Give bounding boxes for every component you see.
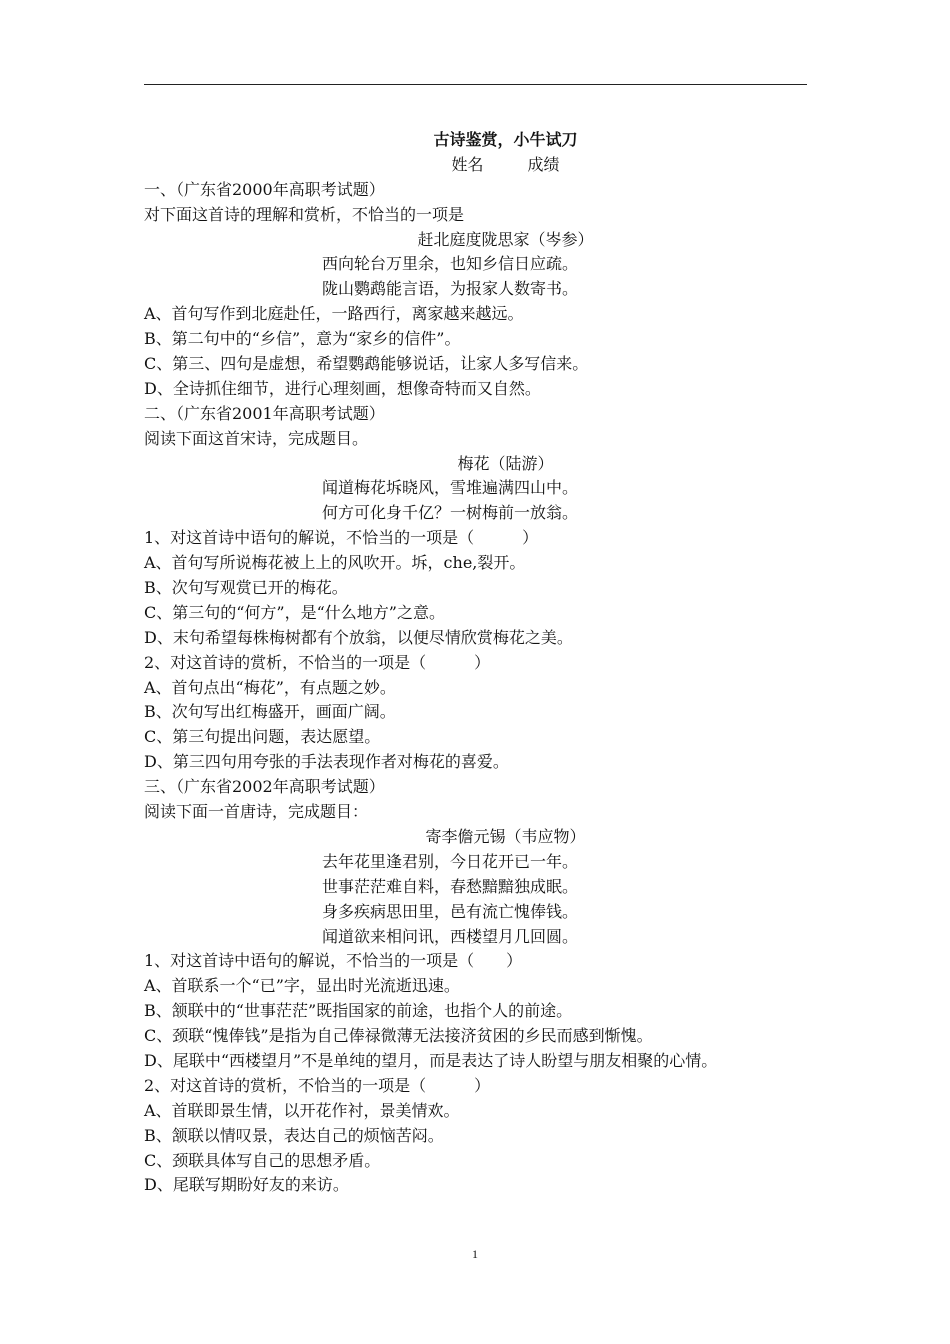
poem-line: 闻道欲来相问讯，西楼望月几回圆。 <box>322 926 579 946</box>
answer-option: C、第三句的“何方”，是“什么地方”之意。 <box>144 602 445 622</box>
answer-option: D、末句希望每株梅树都有个放翁，以便尽情欣赏梅花之美。 <box>144 627 573 647</box>
answer-option: A、首联即景生情，以开花作衬，景美情欢。 <box>144 1100 460 1120</box>
answer-option: A、首句写作到北庭赴任，一路西行，离家越来越远。 <box>144 304 524 324</box>
poem-title: 寄李儋元锡（韦应物） <box>425 826 586 846</box>
answer-option: B、颔联以情叹景，表达自己的烦恼苦闷。 <box>144 1125 444 1145</box>
name-label: 姓名 <box>451 154 484 174</box>
instruction-text: 对下面这首诗的理解和赏析，不恰当的一项是 <box>144 204 465 224</box>
poem-line: 何方可化身千亿？一树梅前一放翁。 <box>322 503 579 523</box>
section-heading: 二、（广东省2001年高职考试题） <box>144 403 385 423</box>
poem-line: 去年花里逢君别，今日花开已一年。 <box>322 851 579 871</box>
answer-option: D、尾联中“西楼望月”不是单纯的望月，而是表达了诗人盼望与朋友相聚的心情。 <box>144 1050 718 1070</box>
instruction-text: 阅读下面一首唐诗，完成题目： <box>144 802 369 822</box>
question-text: 1、对这首诗中语句的解说，不恰当的一项是（ ） <box>144 528 539 548</box>
page-number: 1 <box>472 1247 478 1261</box>
instruction-text: 阅读下面这首宋诗，完成题目。 <box>144 428 369 448</box>
answer-option: A、首句点出“梅花”，有点题之妙。 <box>144 677 396 697</box>
answer-option: B、第二句中的“乡信”，意为“家乡的信件”。 <box>144 329 461 349</box>
header-rule <box>144 84 807 85</box>
score-label: 成绩 <box>527 154 560 174</box>
answer-option: D、尾联写期盼好友的来访。 <box>144 1175 349 1195</box>
answer-option: D、第三四句用夸张的手法表现作者对梅花的喜爱。 <box>144 752 509 772</box>
document-body <box>144 128 807 1198</box>
question-text: 1、对这首诗中语句的解说，不恰当的一项是（ ） <box>144 951 523 971</box>
answer-option: B、次句写出红梅盛开，画面广阔。 <box>144 702 396 722</box>
answer-option: C、颈联“愧俸钱”是指为自己俸禄微薄无法接济贫困的乡民而感到惭愧。 <box>144 1026 653 1046</box>
answer-option: C、颈联具体写自己的思想矛盾。 <box>144 1150 381 1170</box>
document-title: 古诗鉴赏，小牛试刀 <box>433 130 578 149</box>
section-heading: 三、（广东省2002年高职考试题） <box>144 777 385 797</box>
poem-line: 身多疾病思田里，邑有流亡愧俸钱。 <box>322 901 579 921</box>
question-text: 2、对这首诗的赏析，不恰当的一项是（ ） <box>144 652 491 672</box>
question-lines <box>144 178 807 1199</box>
answer-option: B、次句写观赏已开的梅花。 <box>144 578 348 598</box>
section-heading: 一、（广东省2000年高职考试题） <box>144 179 385 199</box>
answer-option: B、颔联中的“世事茫茫”既指国家的前途，也指个人的前途。 <box>144 1001 573 1021</box>
answer-option: C、第三、四句是虚想，希望鹦鹉能够说话，让家人多写信来。 <box>144 354 589 374</box>
poem-line: 西向轮台万里余，也知乡信日应疏。 <box>322 254 579 274</box>
poem-title: 梅花（陆游） <box>457 453 554 473</box>
answer-option: C、第三句提出问题，表达愿望。 <box>144 727 381 747</box>
answer-option: A、首联系一个“已”字，显出时光流逝迅速。 <box>144 976 460 996</box>
poem-line: 世事茫茫难自料，春愁黯黯独成眠。 <box>322 876 579 896</box>
answer-option: A、首句写所说梅花被上上的风吹开。坼，che,裂开。 <box>144 553 526 573</box>
poem-title: 赶北庭度陇思家（岑参） <box>417 229 594 249</box>
poem-line: 闻道梅花坼晓风，雪堆遍满四山中。 <box>322 478 579 498</box>
answer-option: D、全诗抓住细节，进行心理刻画，想像奇特而又自然。 <box>144 378 541 398</box>
question-text: 2、对这首诗的赏析，不恰当的一项是（ ） <box>144 1075 491 1095</box>
poem-line: 陇山鹦鹉能言语，为报家人数寄书。 <box>322 279 579 299</box>
name-score-row <box>144 153 807 178</box>
